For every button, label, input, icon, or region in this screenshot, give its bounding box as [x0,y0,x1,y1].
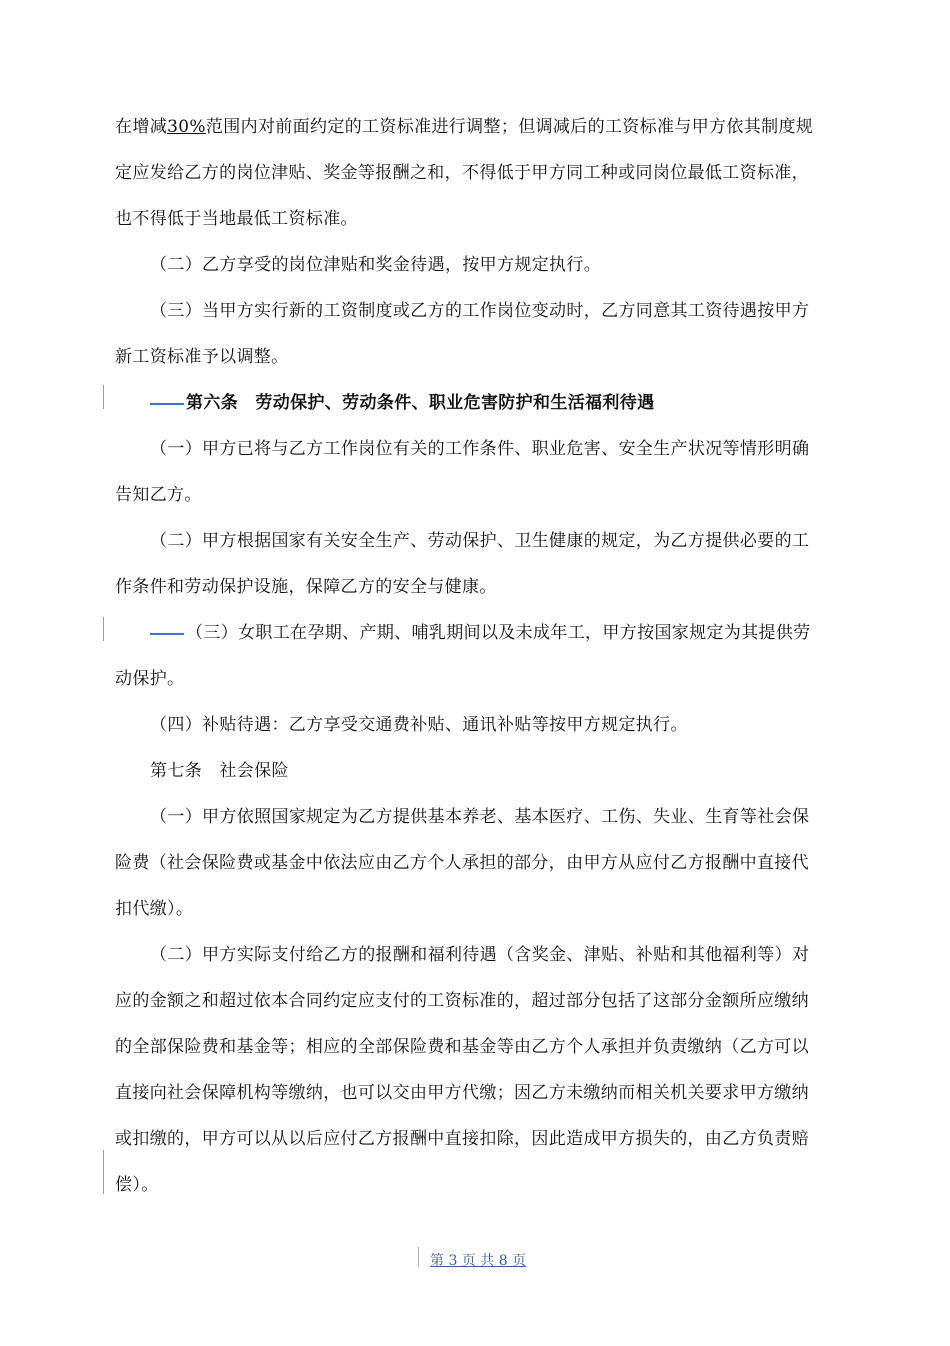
revision-dash [150,633,184,635]
paragraph-line: （四）补贴待遇：乙方享受交通费补贴、通讯补贴等按甲方规定执行。 [150,715,688,735]
paragraph-line: 动保护。 [115,669,185,689]
article-heading-7: 第七条 社会保险 [150,761,289,781]
underlined-percentage: 30% [167,117,206,137]
heading-text: 第六条 劳动保护、劳动条件、职业危害防护和生活福利待遇 [186,393,655,413]
paragraph-line [115,116,813,138]
paragraph-line: （三）当甲方实行新的工资制度或乙方的工作岗位变动时，乙方同意其工资待遇按甲方 [150,301,810,321]
paragraph-line: 新工资标准予以调整。 [115,347,289,367]
article-heading-6 [150,392,654,414]
paragraph-line: （二）甲方实际支付给乙方的报酬和福利待遇（含奖金、津贴、补贴和其他福利等）对 [150,945,810,965]
paragraph-line: 或扣缴的，甲方可以从以后应付乙方报酬中直接扣除，因此造成甲方损失的，由乙方负责赔 [115,1129,809,1149]
footer-divider [418,1247,419,1267]
page-number-footer: 第 3 页 共 8 页 [430,1253,527,1269]
paragraph-line: （一）甲方依照国家规定为乙方提供基本养老、基本医疗、工伤、失业、生育等社会保 [150,807,810,827]
revision-dash [150,403,184,405]
paragraph-line: （二）乙方享受的岗位津贴和奖金待遇，按甲方规定执行。 [150,255,602,275]
revision-marker [103,385,104,409]
paragraph-line: 告知乙方。 [115,485,202,505]
paragraph-line: 扣代缴）。 [115,899,194,919]
revision-marker [103,617,104,641]
revision-marker [103,1150,104,1194]
paragraph-line: 也不得低于当地最低工资标准。 [115,209,358,229]
paragraph-line: 直接向社会保障机构等缴纳，也可以交由甲方代缴；因乙方未缴纳而相关机关要求甲方缴纳 [115,1083,809,1103]
paragraph-line: （一）甲方已将与乙方工作岗位有关的工作条件、职业危害、安全生产状况等情形明确 [150,439,810,459]
paragraph-line [150,622,811,644]
text-run: （三）女职工在孕期、产期、哺乳期间以及未成年工，甲方按国家规定为其提供劳 [186,623,811,643]
paragraph-line: 的全部保险费和基金等；相应的全部保险费和基金等由乙方个人承担并负责缴纳（乙方可以 [115,1037,809,1057]
paragraph-line: 定应发给乙方的岗位津贴、奖金等报酬之和，不得低于甲方同工种或同岗位最低工资标准， [115,163,809,183]
paragraph-line: 偿）。 [115,1175,159,1195]
paragraph-line: 作条件和劳动保护设施，保障乙方的安全与健康。 [115,577,497,597]
text-run: 在增减 [115,117,168,137]
paragraph-line: 应的金额之和超过依本合同约定应支付的工资标准的，超过部分包括了这部分金额所应缴纳 [115,991,809,1011]
paragraph-line: 险费（社会保险费或基金中依法应由乙方个人承担的部分，由甲方从应付乙方报酬中直接代 [115,853,809,873]
paragraph-line: （二）甲方根据国家有关安全生产、劳动保护、卫生健康的规定，为乙方提供必要的工 [150,531,810,551]
text-run: 范围内对前面约定的工资标准进行调整；但调减后的工资标准与甲方依其制度规 [205,117,814,137]
